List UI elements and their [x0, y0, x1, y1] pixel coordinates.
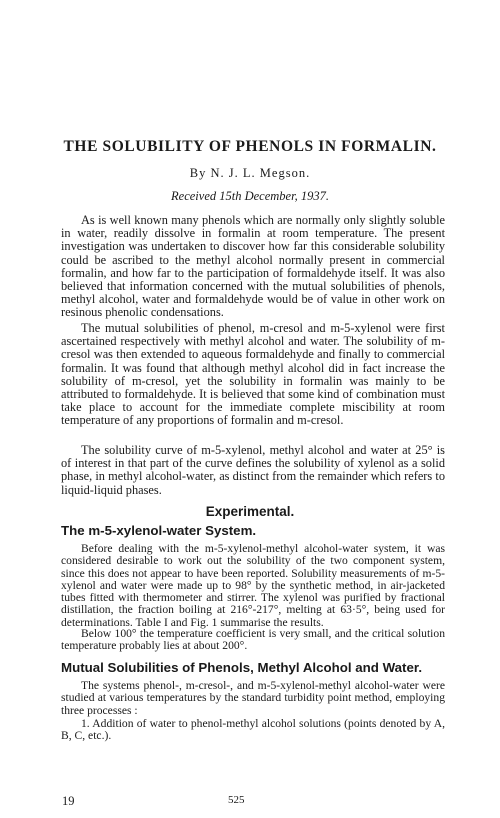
systems-paragraph: The systems phenol-, m-cresol-, and m-5-xylenol-methyl alcohol-water were studied at various temperatures by the standard turbidity point method, employing three processes : [61, 679, 445, 717]
intro-paragraph: As is well known many phenols which are normally only slightly soluble in water, readily dissolve in formalin at room temperature. The present investigation was undertaken to discover how far this considerable solubility could be ascribed to the methyl alcohol normally present in commercial formalin, and how far to the participation of formaldehyde itself. It was also believed that information concerned with the mutual solubilities of phenols, methyl alcohol, water and formaldehyde would be of value in other work on resinous phenolic condensations. [61, 213, 445, 320]
third-paragraph: The solubility curve of m-5-xylenol, methyl alcohol and water at 25° is of interest in that part of the curve defines the solubility of xylenol as a solid phase, in methyl alcohol-water, as distinct from the remainder which refers to liquid-liquid phases. [61, 443, 445, 497]
subsection-heading-mutual-solubilities: Mutual Solubilities of Phenols, Methyl Alcohol and Water. [61, 660, 423, 675]
article-title: THE SOLUBILITY OF PHENOLS IN FORMALIN. [63, 138, 437, 155]
temperature-coefficient-paragraph: Below 100° the temperature coefficient is very small, and the critical solution temperature probably lies at about 200°. [61, 627, 445, 653]
xylenol-water-paragraph: Before dealing with the m-5-xylenol-methyl alcohol-water system, it was considered desirable to work out the solubility of the two component system, since this does not appear to have been reported. Solubility measurements of m-5-xylenol and water were made up to 98° by the synthetic method, in air-jacketed tubes fitted with thermometer and stirrer. The xylenol was purified by fractional distillation, the fraction boiling at 216°-217°, melting at 63·5°, being used for determinations. Table I and Fig. 1 summarise the results. [61, 542, 445, 629]
process-one-item: 1. Addition of water to phenol-methyl alcohol solutions (points denoted by A, B, C, etc.). [61, 717, 445, 743]
author-byline: By N. J. L. Megson. [189, 166, 311, 180]
signature-number: 19 [62, 794, 75, 808]
received-date: Received 15th December, 1937. [171, 189, 329, 203]
second-paragraph: The mutual solubilities of phenol, m-cresol and m-5-xylenol were first ascertained respectively with methyl alcohol and water. The solubility of m-cresol was then extended to aqueous formaldehyde and finally to commercial formalin. It was found that although methyl alcohol did in fact increase the solubility of m-cresol, yet the solubility in formalin was mainly to be attributed to formaldehyde. It is believed that some kind of combination must take place to account for the immediate complete miscibility at room temperature of any proportions of formalin and m-cresol. [61, 321, 445, 428]
page-number: 525 [228, 794, 245, 806]
section-heading-experimental: Experimental. [205, 504, 295, 519]
subsection-heading-xylenol-water: The m-5-xylenol-water System. [61, 523, 257, 538]
